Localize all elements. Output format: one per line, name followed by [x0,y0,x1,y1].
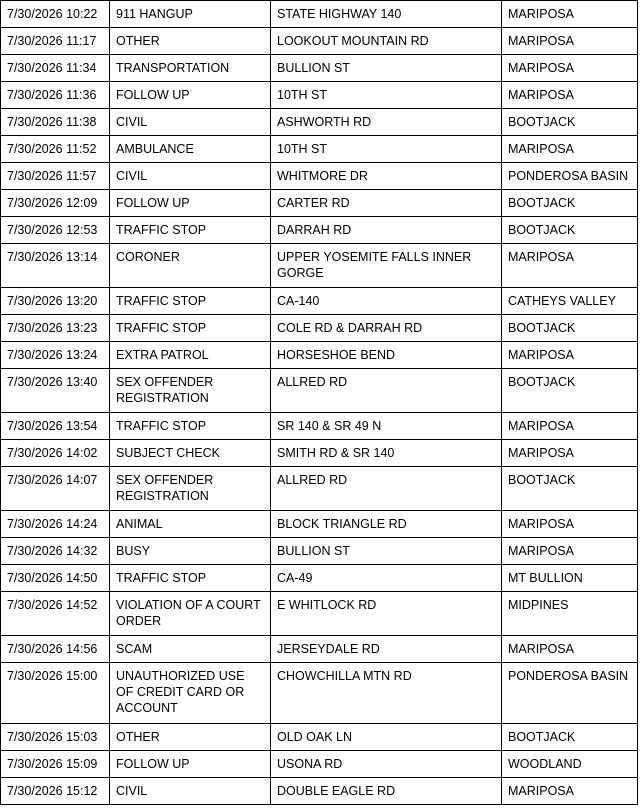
city-cell: MARIPOSA [502,342,638,369]
table-row [1,55,638,82]
datetime-cell: 7/30/2026 14:50 [1,565,110,592]
city-cell: MARIPOSA [502,538,638,565]
table-row [1,190,638,217]
type-cell: TRAFFIC STOP [110,217,271,244]
table-row [1,217,638,244]
type-cell: CORONER [110,244,271,288]
datetime-cell: 7/30/2026 11:36 [1,82,110,109]
type-cell: ANIMAL [110,511,271,538]
type-cell: TRAFFIC STOP [110,288,271,315]
location-cell: 10TH ST [271,136,502,163]
type-cell: OTHER [110,724,271,751]
datetime-cell: 7/30/2026 14:32 [1,538,110,565]
type-cell: SCAM [110,636,271,663]
table-row [1,315,638,342]
city-cell: BOOTJACK [502,190,638,217]
location-cell: ALLRED RD [271,369,502,413]
location-cell: STATE HIGHWAY 140 [271,1,502,28]
table-row [1,511,638,538]
type-cell: SEX OFFENDER REGISTRATION [110,467,271,511]
table-row [1,136,638,163]
datetime-cell: 7/30/2026 13:14 [1,244,110,288]
datetime-cell: 7/30/2026 15:03 [1,724,110,751]
city-cell: BOOTJACK [502,369,638,413]
location-cell: SMITH RD & SR 140 [271,440,502,467]
city-cell: BOOTJACK [502,109,638,136]
city-cell: BOOTJACK [502,315,638,342]
table-row [1,778,638,805]
datetime-cell: 7/30/2026 13:54 [1,413,110,440]
city-cell: MARIPOSA [502,244,638,288]
city-cell: WOODLAND [502,751,638,778]
datetime-cell: 7/30/2026 15:00 [1,663,110,724]
city-cell: MARIPOSA [502,28,638,55]
table-row [1,244,638,288]
city-cell: CATHEYS VALLEY [502,288,638,315]
type-cell: FOLLOW UP [110,751,271,778]
type-cell: VIOLATION OF A COURT ORDER [110,592,271,636]
type-cell: TRAFFIC STOP [110,565,271,592]
type-cell: FOLLOW UP [110,190,271,217]
location-cell: CA-49 [271,565,502,592]
datetime-cell: 7/30/2026 13:20 [1,288,110,315]
datetime-cell: 7/30/2026 13:40 [1,369,110,413]
datetime-cell: 7/30/2026 14:24 [1,511,110,538]
table-row [1,28,638,55]
location-cell: E WHITLOCK RD [271,592,502,636]
city-cell: BOOTJACK [502,217,638,244]
table-row [1,342,638,369]
location-cell: OLD OAK LN [271,724,502,751]
table-row [1,369,638,413]
type-cell: SEX OFFENDER REGISTRATION [110,369,271,413]
city-cell: PONDEROSA BASIN [502,663,638,724]
datetime-cell: 7/30/2026 14:02 [1,440,110,467]
table-row [1,82,638,109]
location-cell: DARRAH RD [271,217,502,244]
datetime-cell: 7/30/2026 11:34 [1,55,110,82]
type-cell: BUSY [110,538,271,565]
type-cell: TRAFFIC STOP [110,315,271,342]
type-cell: UNAUTHORIZED USE OF CREDIT CARD OR ACCOUNT [110,663,271,724]
location-cell: LOOKOUT MOUNTAIN RD [271,28,502,55]
location-cell: WHITMORE DR [271,163,502,190]
city-cell: MARIPOSA [502,55,638,82]
type-cell: SUBJECT CHECK [110,440,271,467]
city-cell: BOOTJACK [502,467,638,511]
city-cell: MARIPOSA [502,636,638,663]
city-cell: MARIPOSA [502,1,638,28]
location-cell: HORSESHOE BEND [271,342,502,369]
location-cell: BLOCK TRIANGLE RD [271,511,502,538]
datetime-cell: 7/30/2026 14:07 [1,467,110,511]
city-cell: MARIPOSA [502,413,638,440]
datetime-cell: 7/30/2026 14:56 [1,636,110,663]
location-cell: CA-140 [271,288,502,315]
type-cell: TRANSPORTATION [110,55,271,82]
type-cell: FOLLOW UP [110,82,271,109]
location-cell: SR 140 & SR 49 N [271,413,502,440]
city-cell: MARIPOSA [502,82,638,109]
type-cell: CIVIL [110,778,271,805]
location-cell: BULLION ST [271,55,502,82]
location-cell: ALLRED RD [271,467,502,511]
city-cell: MARIPOSA [502,511,638,538]
table-row [1,1,638,28]
table-row [1,565,638,592]
location-cell: 10TH ST [271,82,502,109]
location-cell: BULLION ST [271,538,502,565]
table-row [1,663,638,724]
table-row [1,440,638,467]
datetime-cell: 7/30/2026 15:09 [1,751,110,778]
type-cell: 911 HANGUP [110,1,271,28]
city-cell: PONDEROSA BASIN [502,163,638,190]
datetime-cell: 7/30/2026 10:22 [1,1,110,28]
table-row [1,413,638,440]
location-cell: USONA RD [271,751,502,778]
datetime-cell: 7/30/2026 13:24 [1,342,110,369]
type-cell: CIVIL [110,163,271,190]
city-cell: BOOTJACK [502,724,638,751]
table-row [1,288,638,315]
table-row [1,109,638,136]
location-cell: JERSEYDALE RD [271,636,502,663]
type-cell: AMBULANCE [110,136,271,163]
type-cell: EXTRA PATROL [110,342,271,369]
city-cell: MARIPOSA [502,136,638,163]
type-cell: TRAFFIC STOP [110,413,271,440]
table-row [1,724,638,751]
city-cell: MARIPOSA [502,778,638,805]
datetime-cell: 7/30/2026 14:52 [1,592,110,636]
table-row [1,751,638,778]
type-cell: CIVIL [110,109,271,136]
type-cell: OTHER [110,28,271,55]
datetime-cell: 7/30/2026 12:09 [1,190,110,217]
table-row [1,467,638,511]
location-cell: UPPER YOSEMITE FALLS INNER GORGE [271,244,502,288]
city-cell: MARIPOSA [502,440,638,467]
datetime-cell: 7/30/2026 11:38 [1,109,110,136]
datetime-cell: 7/30/2026 11:52 [1,136,110,163]
city-cell: MIDPINES [502,592,638,636]
location-cell: COLE RD & DARRAH RD [271,315,502,342]
datetime-cell: 7/30/2026 11:17 [1,28,110,55]
datetime-cell: 7/30/2026 13:23 [1,315,110,342]
location-cell: CARTER RD [271,190,502,217]
table-row [1,592,638,636]
datetime-cell: 7/30/2026 11:57 [1,163,110,190]
datetime-cell: 7/30/2026 15:12 [1,778,110,805]
city-cell: MT BULLION [502,565,638,592]
location-cell: ASHWORTH RD [271,109,502,136]
datetime-cell: 7/30/2026 12:53 [1,217,110,244]
table-row [1,538,638,565]
location-cell: CHOWCHILLA MTN RD [271,663,502,724]
table-row [1,636,638,663]
table-row [1,163,638,190]
location-cell: DOUBLE EAGLE RD [271,778,502,805]
